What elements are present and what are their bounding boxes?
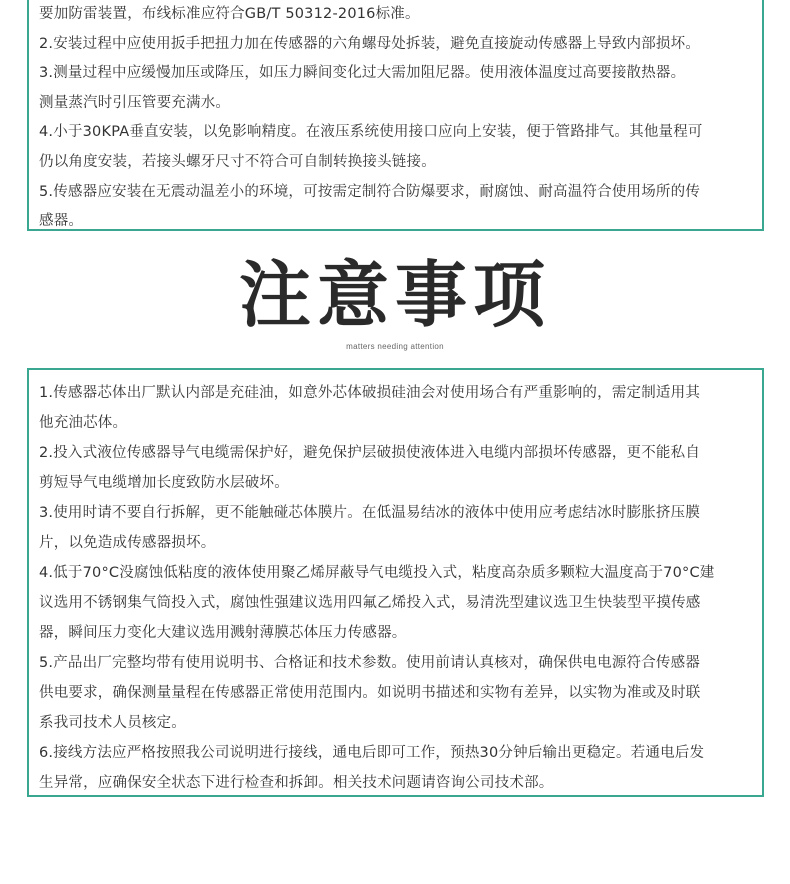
note-line: 3.使用时请不要自行拆解，更不能触碰芯体膜片。在低温易结冰的液体中使用应考虑结冰时膨胀挤压膜 bbox=[39, 505, 701, 521]
note-line: 4.低于70°C没腐蚀低粘度的液体使用聚乙烯屏蔽导气电缆投入式，粘度高杂质多颗粒大温度高于70°C建 bbox=[39, 565, 715, 581]
note-line: 5.产品出厂完整均带有使用说明书、合格证和技术参数。使用前请认真核对，确保供电电源符合传感器 bbox=[39, 655, 701, 671]
installation-notes-box bbox=[27, 0, 764, 231]
note-line: 感器。 bbox=[39, 213, 84, 230]
note-line: 测量蒸汽时引压管要充满水。 bbox=[39, 94, 231, 111]
note-line: 4.小于30KPA垂直安装，以免影响精度。在液压系统使用接口应向上安装，便于管路排气。其他量程可 bbox=[39, 124, 703, 141]
note-line: 仍以角度安装，若接头螺牙尺寸不符合可自制转换接头链接。 bbox=[39, 153, 436, 170]
note-line: 6.接线方法应严格按照我公司说明进行接线，通电后即可工作，预热30分钟后输出更稳定。若通电后发 bbox=[39, 745, 705, 761]
note-line: 要加防雷装置，布线标准应符合GB/T 50312-2016标准。 bbox=[39, 6, 420, 22]
note-line: 2.安装过程中应使用扳手把扭力加在传感器的六角螺母处拆装，避免直接旋动传感器上导致内部损坏。 bbox=[39, 35, 701, 52]
note-line: 生异常，应确保安全状态下进行检查和拆卸。相关技术问题请咨询公司技术部。 bbox=[39, 775, 554, 791]
section-title: 注意事项 bbox=[238, 253, 551, 337]
note-line: 系我司技术人员核定。 bbox=[39, 715, 186, 731]
note-line: 他充油芯体。 bbox=[39, 415, 128, 431]
note-line: 5.传感器应安装在无震动温差小的环境，可按需定制符合防爆要求，耐腐蚀、耐高温符合使用场所的传 bbox=[39, 183, 701, 200]
note-line: 供电要求，确保测量量程在传感器正常使用范围内。如说明书描述和实物有差异，以实物为准或及时联 bbox=[39, 685, 701, 701]
note-line: 议选用不锈钢集气筒投入式，腐蚀性强建议选用四氟乙烯投入式，易清洗型建议选卫生快装型平摸传感 bbox=[39, 595, 701, 611]
note-line: 片，以免造成传感器损坏。 bbox=[39, 535, 216, 551]
note-line: 剪短导气电缆增加长度致防水层破坏。 bbox=[39, 475, 289, 491]
note-line: 3.测量过程中应缓慢加压或降压，如压力瞬间变化过大需加阻尼器。使用液体温度过高要接散热器。 bbox=[39, 65, 686, 82]
section-subtitle: matters needing attention bbox=[346, 342, 444, 351]
section-header bbox=[0, 250, 790, 351]
attention-notes-box bbox=[27, 368, 764, 797]
note-line: 2.投入式液位传感器导气电缆需保护好，避免保护层破损使液体进入电缆内部损坏传感器，更不能私自 bbox=[39, 445, 701, 461]
note-line: 1.传感器芯体出厂默认内部是充硅油，如意外芯体破损硅油会对使用场合有严重影响的，需定制适用其 bbox=[39, 385, 701, 401]
note-line: 器，瞬间压力变化大建议选用溅射薄膜芯体压力传感器。 bbox=[39, 625, 407, 641]
